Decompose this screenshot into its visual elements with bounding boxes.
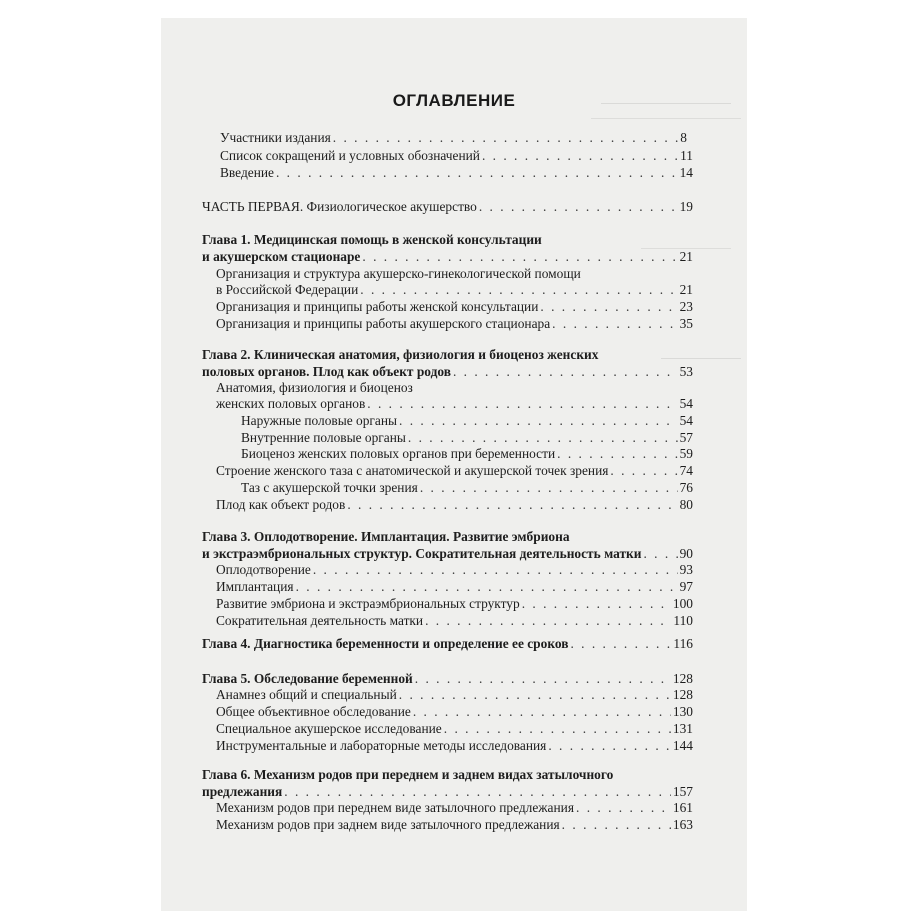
toc-subsection-entry[interactable] [241,446,693,462]
toc-chapter-heading: Глава 3. Оплодотворение. Имплантация. Развитие эмбриона [202,529,570,544]
toc-page-number: 54 [679,396,693,411]
toc-page-number: 8 [680,130,687,145]
toc-entry[interactable] [220,130,687,146]
toc-section-heading: Организация и структура акушерско-гинекологической помощи [216,266,581,281]
toc-entry-label: Таз с акушерской точки зрения [241,480,418,495]
toc-page-number: 116 [673,636,693,651]
toc-page-number: 130 [672,704,693,719]
toc-page-number: 59 [679,446,693,461]
toc-entry-label: Список сокращений и условных обозначений [220,148,480,163]
leader-dots [444,721,671,737]
toc-section-entry[interactable] [216,497,693,513]
toc-entry-label: Введение [220,165,274,180]
toc-entry-label: женских половых органов [216,396,366,411]
toc-page-number: 54 [679,413,693,428]
toc-section-entry[interactable] [216,704,693,720]
toc-entry-label: Наружные половые органы [241,413,398,428]
toc-section-entry[interactable] [216,463,693,479]
toc-section-entry[interactable] [216,817,693,833]
leader-dots [333,130,679,146]
toc-page-number: 93 [679,562,693,577]
toc-page-number: 157 [672,784,693,799]
leader-dots [399,687,671,703]
toc-page-number: 35 [679,316,693,331]
toc-entry-label: Строение женского таза с анатомической и акушерской точек зрения [216,463,609,478]
leader-dots [552,316,677,332]
toc-entry-label: Плод как объект родов [216,497,346,512]
toc-entry-label: ЧАСТЬ ПЕРВАЯ. Физиологическое акушерство [202,199,477,214]
leader-dots [557,446,677,462]
toc-entry-label: Сократительная деятельность матки [216,613,424,628]
toc-page-number: 57 [679,430,693,445]
leader-dots [415,671,671,687]
leader-dots [367,396,677,412]
toc-entry-label: Общее объективное обследование [216,704,411,719]
leader-dots [562,817,671,833]
toc-page-number: 144 [672,738,693,753]
toc-entry-label: Организация и принципы работы женской консультации [216,299,539,314]
toc-entry-label: Глава 4. Диагностика беременности и определение ее сроков [202,636,569,651]
toc-page-number: 80 [679,497,693,512]
toc-page-number: 21 [679,249,693,264]
toc-chapter-entry[interactable] [202,546,693,562]
toc-entry-label: и экстраэмбриональных структур. Сократительная деятельность матки [202,546,642,561]
leader-dots [362,249,677,265]
leader-dots [540,299,677,315]
toc-page-number: 110 [673,613,693,628]
toc-entry[interactable] [220,165,693,181]
toc-entry-label: Участники издания [220,130,331,145]
leader-dots [276,165,678,181]
toc-entry-label: Внутренние половые органы [241,430,406,445]
toc-section-entry[interactable] [216,396,693,412]
toc-entry[interactable] [220,148,693,164]
toc-subsection-entry[interactable] [241,430,693,446]
toc-section-entry[interactable] [216,282,693,298]
leader-dots [408,430,678,446]
toc-chapter-heading: Глава 2. Клиническая анатомия, физиология и биоценоз женских [202,347,599,362]
toc-section-entry[interactable] [216,738,693,754]
toc-section-entry[interactable] [216,299,693,315]
leader-dots [347,497,677,513]
toc-chapter-entry[interactable] [202,784,693,800]
toc-section-entry[interactable] [216,721,693,737]
toc-part-entry[interactable] [202,199,693,215]
toc-section-entry[interactable] [216,613,693,629]
toc-entry-label: Специальное акушерское исследование [216,721,442,736]
toc-section-entry[interactable] [216,562,693,578]
toc-entry-label: Анамнез общий и специальный [216,687,397,702]
toc-page-number: 128 [672,687,693,702]
toc-subsection-entry[interactable] [241,413,693,429]
book-page [161,18,747,911]
toc-entry-label: Механизм родов при переднем виде затылочного предлежания [216,800,574,815]
toc-page-number: 11 [680,148,693,163]
toc-page-number: 14 [679,165,693,180]
leader-dots [313,562,678,578]
leader-dots [570,636,671,652]
leader-dots [479,199,678,215]
toc-entry-label: предлежания [202,784,283,799]
toc-chapter-entry[interactable] [202,249,693,265]
toc-page-number: 53 [679,364,693,379]
leader-dots [284,784,671,800]
leader-dots [610,463,677,479]
toc-page-number: 161 [672,800,693,815]
toc-section-entry[interactable] [216,579,693,595]
toc-section-entry[interactable] [216,316,693,332]
toc-page-number: 163 [672,817,693,832]
leader-dots [360,282,677,298]
toc-page-number: 74 [679,463,693,478]
toc-section-entry[interactable] [216,687,693,703]
toc-page-number: 19 [679,199,693,214]
toc-section-entry[interactable] [216,800,693,816]
toc-page-number: 128 [672,671,693,686]
bleed-through-text [661,358,741,360]
bleed-through-text [591,118,741,120]
leader-dots [413,704,671,720]
toc-subsection-entry[interactable] [241,480,693,496]
toc-page-number: 76 [679,480,693,495]
toc-entry-label: Глава 5. Обследование беременной [202,671,413,686]
leader-dots [399,413,678,429]
leader-dots [548,738,671,754]
leader-dots [425,613,671,629]
toc-entry-label: Инструментальные и лабораторные методы исследования [216,738,547,753]
toc-page-number: 100 [672,596,693,611]
toc-entry-label: в Российской Федерации [216,282,359,297]
toc-page-number: 23 [679,299,693,314]
toc-entry-label: и акушерском стационаре [202,249,361,264]
toc-entry-label: Имплантация [216,579,294,594]
leader-dots [420,480,678,496]
toc-chapter-entry[interactable] [202,671,693,687]
leader-dots [296,579,678,595]
toc-chapter-heading: Глава 1. Медицинская помощь в женской консультации [202,232,542,247]
toc-entry-label: Оплодотворение [216,562,311,577]
leader-dots [576,800,671,816]
toc-page-number: 131 [672,721,693,736]
toc-chapter-entry[interactable] [202,364,693,380]
leader-dots [482,148,678,164]
toc-entry-label: половых органов. Плод как объект родов [202,364,451,379]
leader-dots [522,596,671,612]
toc-section-heading: Анатомия, физиология и биоценоз [216,380,413,395]
toc-entry-label: Механизм родов при заднем виде затылочного предлежания [216,817,560,832]
toc-chapter-heading: Глава 6. Механизм родов при переднем и заднем видах затылочного [202,767,614,782]
leader-dots [643,546,677,562]
page-title: ОГЛАВЛЕНИЕ [392,91,516,110]
toc-entry-label: Биоценоз женских половых органов при беременности [241,446,556,461]
leader-dots [453,364,678,380]
toc-page-number: 97 [679,579,693,594]
toc-chapter-entry[interactable] [202,636,693,652]
toc-page-number: 21 [679,282,693,297]
toc-section-entry[interactable] [216,596,693,612]
toc-entry-label: Организация и принципы работы акушерского стационара [216,316,551,331]
toc-entry-label: Развитие эмбриона и экстраэмбриональных структур [216,596,520,611]
toc-page-number: 90 [679,546,693,561]
